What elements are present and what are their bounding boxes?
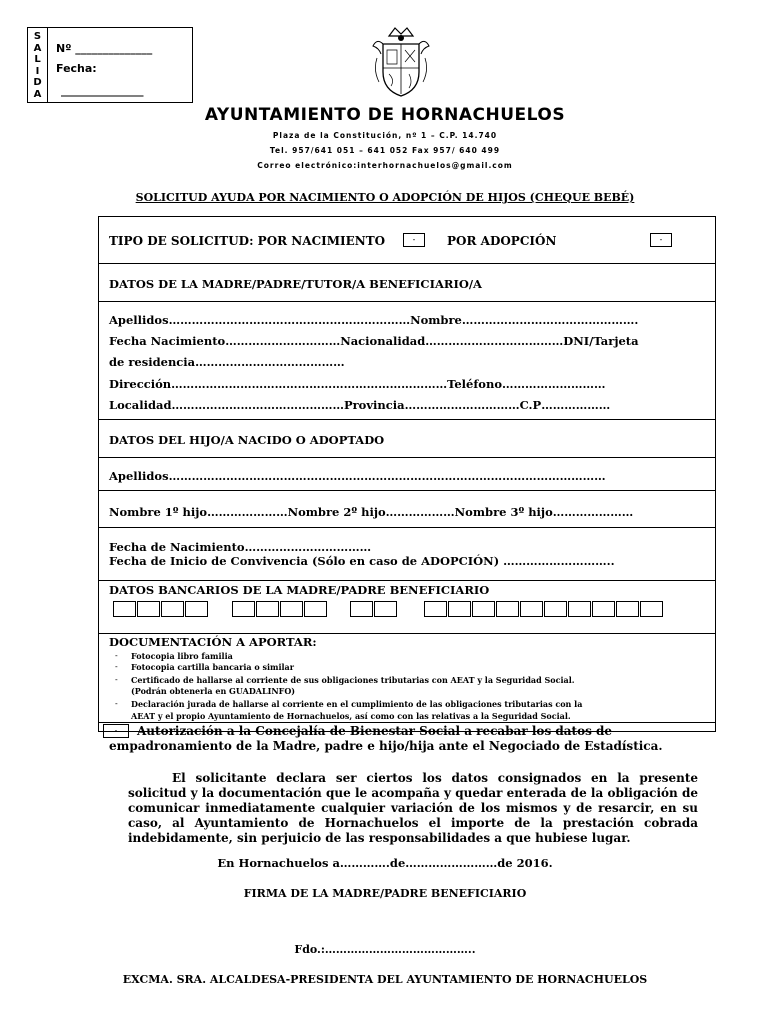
phone: Tel. 957/641 051 – 641 052 Fax 957/ 640 499 [269,146,501,155]
divider [99,580,715,581]
email: Correo electrónico:interhornachuelos@gmail.com [257,161,513,170]
lugar-fecha: En Hornachuelos a………….de……………………de 2016. [217,856,553,870]
divider [99,419,715,420]
doc-item: Certificado de hallarse al corriente de sus obligaciones tributarias con AEAT y la Seguridad Social. [131,675,575,685]
divider [99,527,715,528]
divider [99,722,715,723]
hijo-nombres-field[interactable]: Nombre 1º hijo…………………Nombre 2º hijo………………Nombre 3º hijo………………… [109,505,634,519]
adopcion-label: POR ADOPCIÓN [447,234,557,248]
salida-stamp [27,27,193,103]
dc-cells-group[interactable] [350,601,398,617]
madre-direccion-field[interactable]: Dirección………………………………………………………………Teléfono……………………… [109,377,606,391]
hijo-fecha-field[interactable]: Fecha de Nacimiento…………………………… [109,540,372,554]
address: Plaza de la Constitución, nº 1 – C.P. 14.740 [272,131,498,140]
banco-heading: DATOS BANCARIOS DE LA MADRE/PADRE BENEFICIARIO [109,583,490,597]
madre-nacimiento-field[interactable]: Fecha Nacimiento…………………………Nacionalidad………………………………DNI/Tarjeta [109,334,639,348]
hijo-apellidos-field[interactable]: Apellidos…………………………………………………………………………………………………… [109,469,606,483]
iban-cells-group[interactable] [113,601,209,617]
madre-heading: DATOS DE LA MADRE/PADRE/TUTOR/A BENEFICIARIO/A [109,277,482,291]
cuenta-cells-group[interactable] [424,601,664,617]
salida-vertical-label: S A L I D A [28,28,48,102]
stamp-fecha-line: _______________ [61,84,144,97]
doc-item: AEAT y el propio Ayuntamiento de Hornachuelos, así como con las relativas a la Seguridad Social. [131,711,571,721]
madre-apellidos-field[interactable]: Apellidos………………………………………………………Nombre………………………………………. [109,313,639,327]
divider [99,301,715,302]
doc-item: (Podrán obtenerla en GUADALINFO) [131,686,296,696]
tipo-label: TIPO DE SOLICITUD: POR NACIMIENTO [109,234,386,248]
fdo-field[interactable]: Fdo.:………………………………….. [294,943,476,956]
doc-item: Fotocopia libro familia [131,651,233,661]
divider [99,263,715,264]
hijo-heading: DATOS DEL HIJO/A NACIDO O ADOPTADO [109,433,385,447]
declaracion-text: El solicitante declara ser ciertos los datos consignados en la presente solicitud y la documentación que le acompaña y quedar enterada de la obligación de comunicar inmediatamente cualquier variación de los mismos y de resarcir, en su caso, al Ayuntamiento de Hornachuelos el importe de la prestación cobrada indebidamente, sin perjuicio de las responsabilidades a que hubiese lugar. [128,771,698,845]
firma-label: FIRMA DE LA MADRE/PADRE BENEFICIARIO [243,887,527,900]
madre-residencia-field[interactable]: de residencia………………………………… [109,355,345,369]
stamp-fecha: Fecha: [56,62,97,75]
destinatario: EXCMA. SRA. ALCALDESA-PRESIDENTA DEL AYUNTAMIENTO DE HORNACHUELOS [122,973,648,986]
autorizacion-checkbox[interactable]: - [103,724,129,738]
autorizacion-line2: empadronamiento de la Madre, padre e hijo/hija ante el Negociado de Estadística. [109,739,663,753]
divider [99,633,715,634]
stamp-numero: Nº ______________ [56,42,153,55]
madre-localidad-field[interactable]: Localidad………………………………………Provincia…………………………C.P……………… [109,398,611,412]
coat-of-arms-icon [369,24,433,100]
application-form: TIPO DE SOLICITUD: POR NACIMIENTO - POR ADOPCIÓN - DATOS DE LA MADRE/PADRE/TUTOR/A BENEFICIARIO/A Apellidos………………………………………………………Nombre………………………………………. Fecha Nacimiento…………………………Nacionalidad………………………………DNI/Tarjeta de residencia………………………………… Dirección………………………………………………………………Teléfono……………………… Localidad………………………………………Provincia…………………………C.P……………… DATOS DEL HIJO/A NACIDO O ADOPTADO Apellidos…………………………………………………………………………………………………… Nombre 1º hijo…………………Nombre 2º hijo………………Nombre 3º hijo………………… Fecha de Nacimiento…………………………… Fecha de Inicio de Convivencia (Sólo en caso de ADOPCIÓN) ……………………….. DATOS BANCARIOS DE LA MADRE/PADRE BENEFICIARIO DOCUMENTACIÓN A APORTAR: - Fotocopia libro familia - Fotocopia cartilla bancaria o similar - Certificado de hallarse al corriente de sus obligaciones tributarias con AEAT y la Seguridad Social. (Podrán obtenerla en GUADALINFO) - Declaración jurada de hallarse al corriente en el cumplimiento de las obligaciones tributarias con la AEAT y el propio Ayuntamiento de Hornachuelos, así como con las relativas a la Seguridad Social. - Autorización a la Concejalía de Bienestar Social a recabar los datos de empadronamiento de la Madre, padre e hijo/hija ante el Negociado de Estadística. [98,216,716,732]
docs-heading: DOCUMENTACIÓN A APORTAR: [109,635,317,649]
entidad-cells-group[interactable] [232,601,328,617]
nacimiento-checkbox[interactable]: - [403,233,425,247]
form-title: SOLICITUD AYUDA POR NACIMIENTO O ADOPCIÓN DE HIJOS (CHEQUE BEBÉ) [135,191,635,204]
doc-item: Fotocopia cartilla bancaria o similar [131,662,294,672]
divider [99,457,715,458]
doc-item: Declaración jurada de hallarse al corriente en el cumplimiento de las obligaciones tributarias con la [131,699,583,709]
adopcion-checkbox[interactable]: - [650,233,672,247]
divider [99,490,715,491]
hijo-convivencia-field[interactable]: Fecha de Inicio de Convivencia (Sólo en caso de ADOPCIÓN) ……………………….. [109,554,615,568]
autorizacion-line1: Autorización a la Concejalía de Bienestar Social a recabar los datos de [137,724,613,738]
ayuntamiento-title: AYUNTAMIENTO DE HORNACHUELOS [204,105,566,125]
